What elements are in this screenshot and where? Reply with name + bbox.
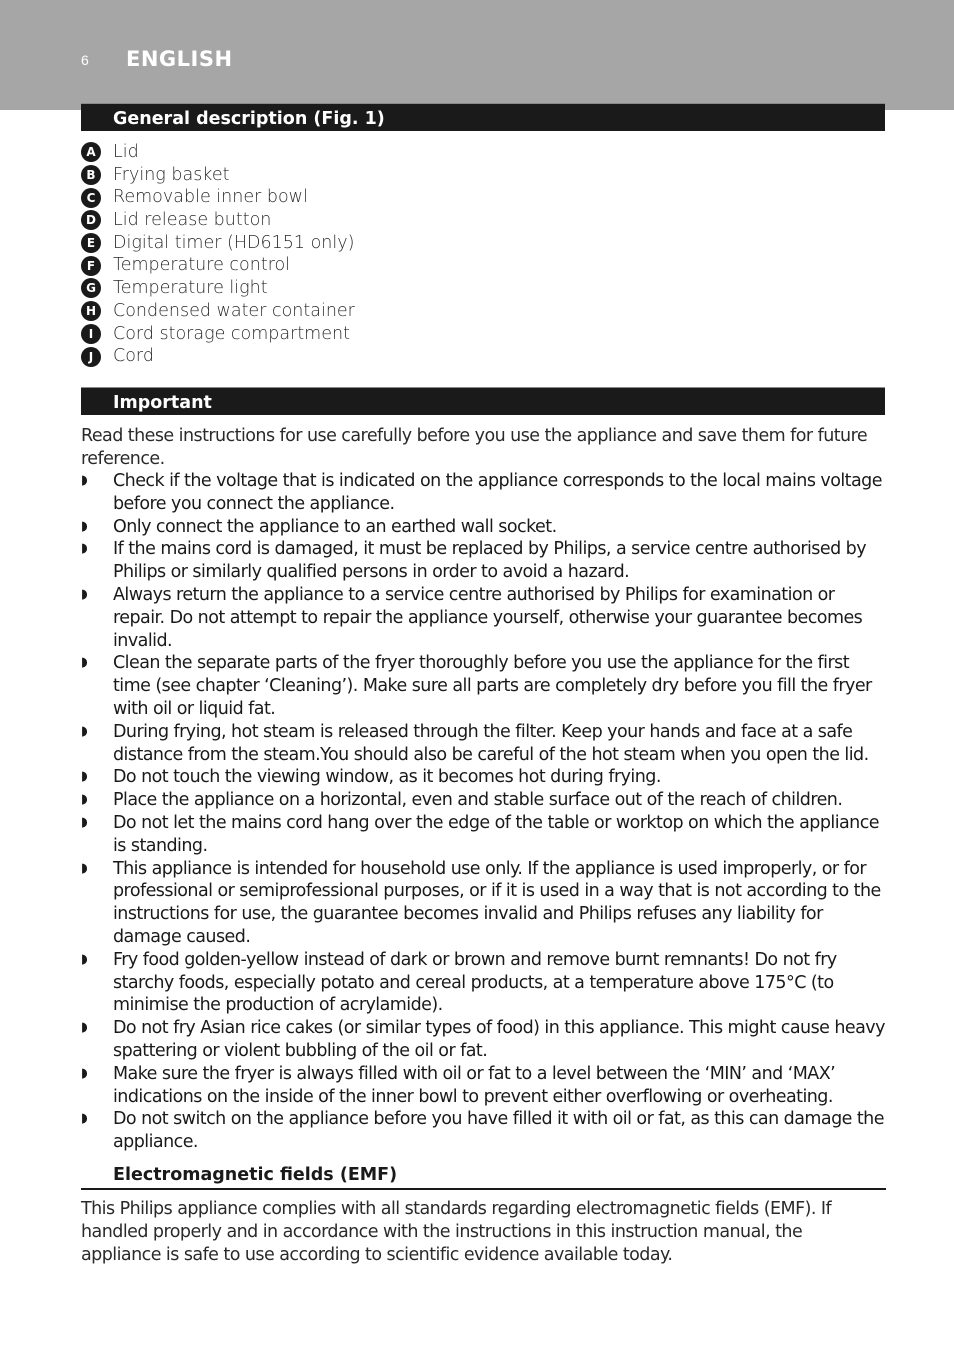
bullet-icon: ◗ (81, 541, 88, 557)
list-item (81, 721, 891, 767)
bullet-icon: ◗ (81, 860, 88, 876)
list-item (81, 141, 355, 164)
letter-badge: F (81, 256, 101, 276)
page-number: 6 (81, 52, 89, 68)
part-label: Cord (113, 346, 154, 367)
safety-bullet-list (81, 470, 891, 1154)
part-label: Lid release button (113, 210, 272, 231)
letter-badge: H (81, 301, 101, 321)
part-label: Lid (113, 142, 139, 162)
list-item (81, 858, 891, 949)
list-item (81, 538, 891, 584)
bullet-icon: ◗ (81, 814, 88, 830)
letter-badge: I (81, 324, 101, 344)
language-heading: ENGLISH (126, 47, 233, 71)
list-item (81, 164, 355, 187)
section-heading-important: Important (81, 387, 885, 415)
list-item (81, 345, 355, 368)
letter-badge: C (81, 188, 101, 208)
list-item (81, 766, 891, 789)
part-label: Temperature control (113, 255, 291, 276)
bullet-text: Check if the voltage that is indicated on the appliance corresponds to the local mains voltage before you connect the appliance. (113, 471, 882, 514)
part-label: Cord storage compartment (113, 323, 350, 344)
list-item (81, 516, 891, 539)
letter-badge: J (81, 347, 101, 367)
list-item (81, 1017, 891, 1063)
bullet-icon: ◗ (81, 769, 88, 785)
bullet-text: Do not let the mains cord hang over the edge of the table or worktop on which the appliance is standing. (113, 812, 880, 856)
bullet-icon: ◗ (81, 792, 88, 808)
bullet-text: Do not touch the viewing window, as it becomes hot during frying. (113, 767, 661, 788)
part-label: Digital timer (HD6151 only) (113, 232, 355, 253)
list-item (81, 300, 355, 323)
bullet-icon: ◗ (81, 1065, 88, 1081)
bullet-icon: ◗ (81, 1020, 88, 1036)
bullet-text: Clean the separate parts of the fryer thoroughly before you use the appliance for the first time (see chapter ‘Cleaning’). Make sure all parts are completely dry before you fill the fryer with oil or liquid fat. (113, 653, 872, 719)
bullet-icon: ◗ (81, 473, 88, 488)
bullet-text: Only connect the appliance to an earthed wall socket. (113, 516, 557, 537)
bullet-icon: ◗ (81, 586, 88, 602)
bullet-text: Make sure the fryer is always filled with oil or fat to a level between the ‘MIN’ and ‘MAX’ indications on the inside of the inner bowl to prevent either overflowing or overheating. (113, 1063, 836, 1107)
parts-list (81, 141, 355, 368)
letter-badge: B (81, 165, 101, 185)
page-header (0, 0, 954, 110)
part-label: Condensed water container (113, 300, 355, 321)
list-item (81, 584, 891, 652)
bullet-text: Always return the appliance to a service centre authorised by Philips for examination or repair. Do not attempt to repair the appliance yourself, otherwise your guarantee becomes invalid. (113, 584, 863, 651)
section-heading-general-description: General description (Fig. 1) (81, 103, 885, 131)
list-item (81, 949, 891, 1017)
list-item (81, 232, 355, 255)
bullet-icon: ◗ (81, 518, 88, 534)
bullet-text: If the mains cord is damaged, it must be replaced by Philips, a service centre authorised by Philips or similarly qualified persons in order to avoid a hazard. (113, 539, 867, 583)
bullet-text: This appliance is intended for household use only. If the appliance is used improperly, or for professional or semiprofessional purposes, or if it is used in a way that is not according to the instructions for use, the guarantee becomes invalid and Philips refuses any liability for damage caused. (113, 858, 881, 947)
list-item (81, 209, 355, 232)
list-item (81, 186, 355, 209)
bullet-text: Do not fry Asian rice cakes (or similar types of food) in this appliance. This might cause heavy spattering or violent bubbling of the oil or fat. (113, 1018, 885, 1061)
section-heading-emf: Electromagnetic fields (EMF) (81, 1162, 886, 1190)
list-item (81, 652, 891, 720)
bullet-icon: ◗ (81, 723, 88, 739)
list-item (81, 1063, 891, 1109)
list-item (81, 277, 355, 300)
list-item (81, 470, 891, 516)
list-item (81, 323, 355, 346)
bullet-text: Place the appliance on a horizontal, even and stable surface out of the reach of children. (113, 790, 843, 811)
bullet-icon: ◗ (81, 655, 88, 671)
letter-badge: E (81, 233, 101, 253)
letter-badge: G (81, 278, 101, 298)
letter-badge: D (81, 210, 101, 230)
emf-paragraph: This Philips appliance complies with all standards regarding electromagnetic fields (EMF). If handled properly and in accordance with the instructions in this instruction manual, the appliance is safe to use according to scientific evidence available today. (81, 1199, 832, 1265)
intro-paragraph: Read these instructions for use carefully before you use the appliance and save them for future reference. (81, 426, 868, 469)
part-label: Temperature light (113, 278, 268, 299)
bullet-text: During frying, hot steam is released through the filter. Keep your hands and face at a safe distance from the steam.You should also be careful of the hot steam when you open the lid. (113, 721, 869, 765)
part-label: Removable inner bowl (113, 187, 308, 208)
bullet-icon: ◗ (81, 1111, 88, 1127)
list-item (81, 812, 891, 858)
list-item (81, 789, 891, 812)
part-label: Frying basket (113, 164, 230, 185)
bullet-text: Fry food golden-yellow instead of dark or brown and remove burnt remnants! Do not fry starchy foods, especially potato and cereal products, at a temperature above 175°C (to minimise the production of acrylamide). (113, 949, 837, 1016)
list-item (81, 1108, 891, 1154)
bullet-icon: ◗ (81, 951, 88, 967)
letter-badge: A (81, 142, 101, 162)
bullet-text: Do not switch on the appliance before you have filled it with oil or fat, as this can damage the appliance. (113, 1109, 884, 1153)
list-item (81, 254, 355, 277)
